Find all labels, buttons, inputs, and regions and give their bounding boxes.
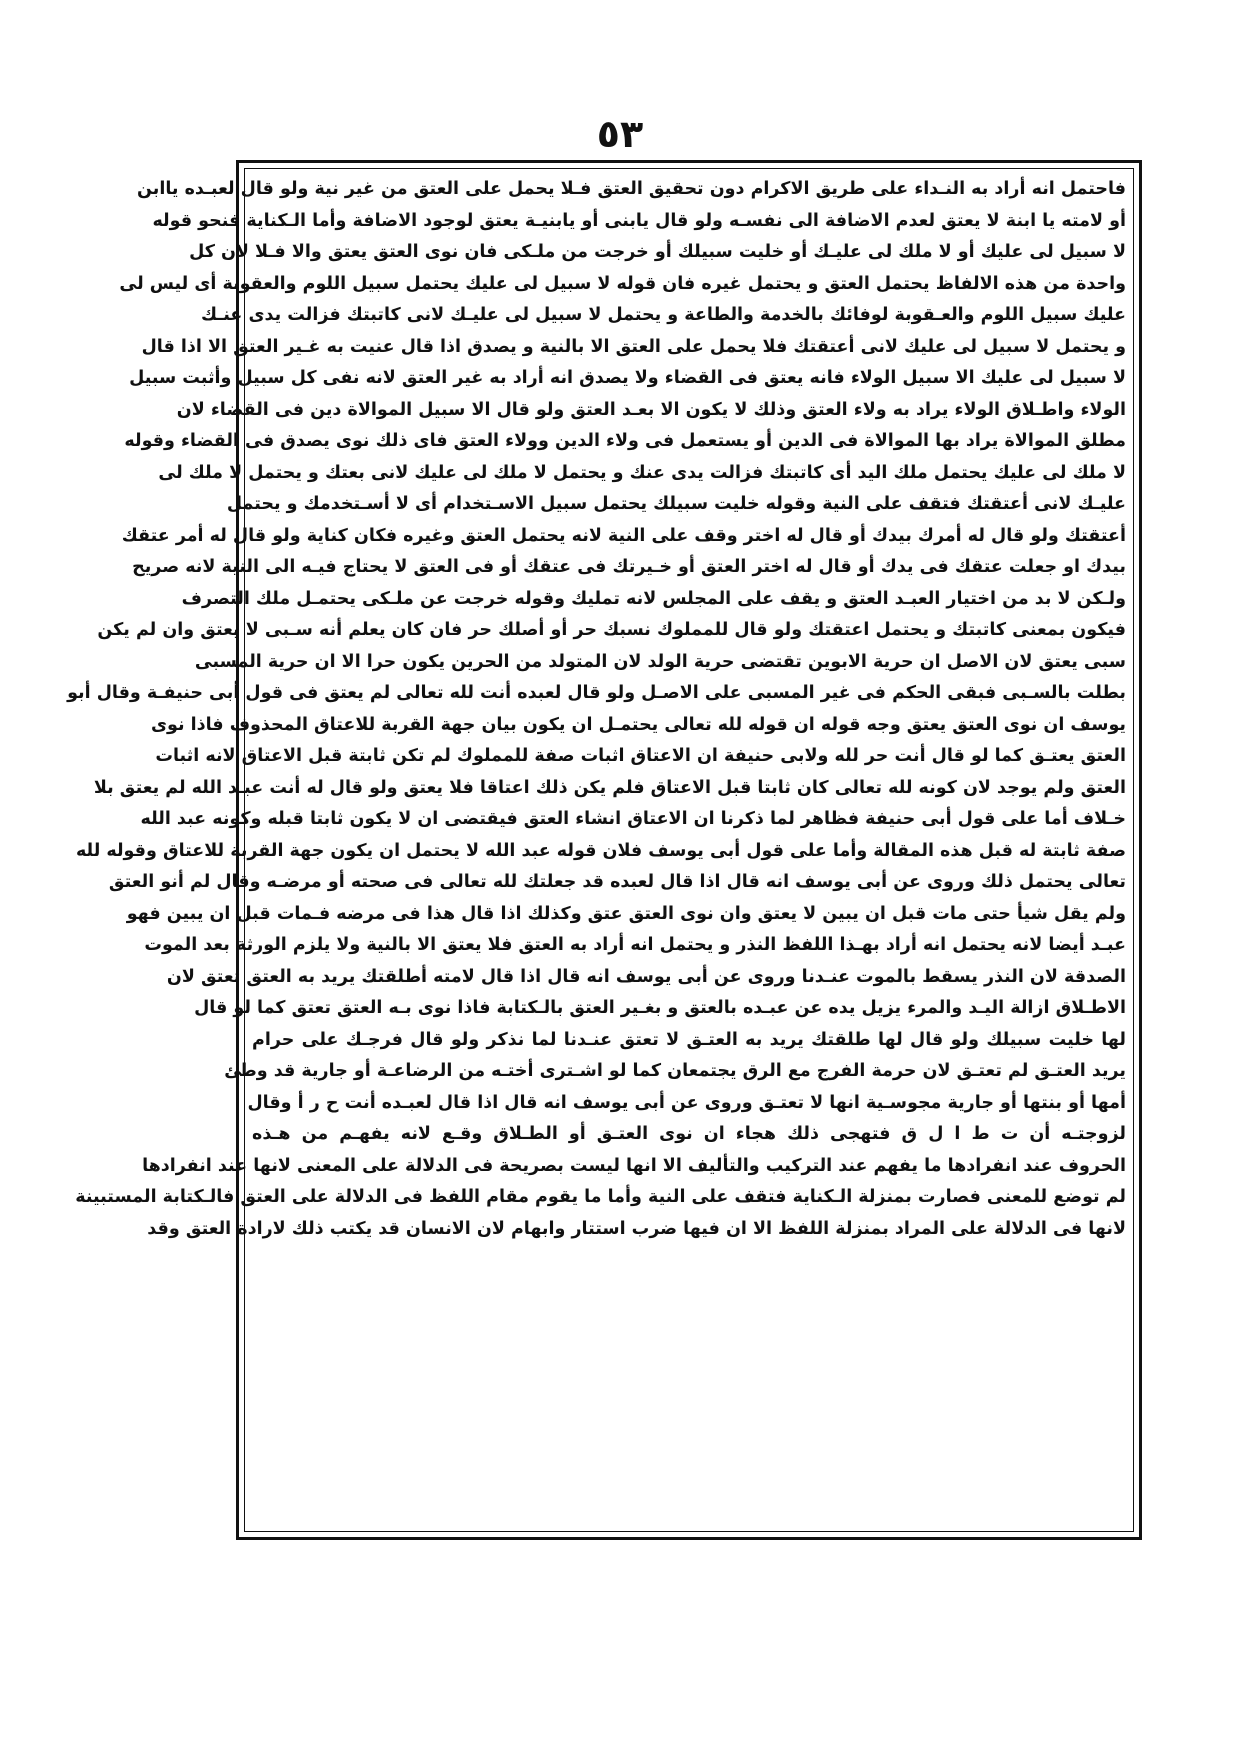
text-line: العتق ولم يوجد لان كونه لله تعالى كان ثابتا قبل الاعتاق فلم يكن ذلك اعتاقا فلا يعتق ولو قال له أنت عبـد الله لم يعتق بلا (93, 777, 1126, 798)
text-line: لم توضع للمعنى فصارت بمنزلة الـكناية فتقف على النية وأما ما يقوم مقام اللفظ فى الدلالة على العتق فالـكتابة المستبينة (75, 1187, 1126, 1207)
text-line: يريد العتـق لم تعتـق لان حرمة الفرج مع الرق يجتمعان كما لو اشـترى أختـه من الرضاعـة أو جارية قد وطئ (224, 1061, 1126, 1081)
text-line: الحروف عند انفرادها ما يفهم عند التركيب والتأليف الا انها ليست بصريحة فى الدلالة على المعنى لانها عند انفرادها (142, 1155, 1126, 1176)
text-line: عليك سبيل اللوم والعـقوبة لوفائك بالخدمة والطاعة و يحتمل لا سبيل لى عليـك لانى كاتبتك فزالت يدى عنـك (201, 305, 1126, 325)
text-line: صفة ثابتة له قبل هذه المقالة وأما على قول أبى يوسف فلان قوله عبد الله لا يحتمل ان يكون جهة القربة للاعتاق وقوله لله (75, 840, 1126, 861)
text-line: يوسف ان نوى العتق يعتق وجه قوله ان قوله لله تعالى يحتمـل ان يكون بيان جهة القربة للاعتاق المحذوف فاذا نوى (150, 714, 1126, 735)
text-line: الصدقة لان النذر يسقط بالموت عنـدنا وروى عن أبى يوسف انه قال اذا قال لامته أطلقتك يريد به العتق تعتق لان (166, 966, 1126, 987)
text-line: أو لامته يا ابنة لا يعتق لعدم الاضافة الى نفسـه ولو قال يابنى أو يابنيـة يعتق لوجود الاضافة وأما الـكناية فنحو قوله (152, 210, 1126, 231)
text-line: مطلق الموالاة يراد بها الموالاة فى الدين أو يستعمل فى ولاء الدين وولاء العتق فاى ذلك نوى يصدق فى القضاء وقوله (124, 431, 1126, 451)
text-line: و يحتمل لا سبيل لى عليك لانى أعتقتك فلا يحمل على العتق الا بالنية و يصدق اذا قال عنيت به غـير العتق الا اذا قال (141, 336, 1126, 357)
text-line: لا سبيل لى عليك أو لا ملك لى عليـك أو خليت سبيلك أو خرجت من ملـكى فان نوى العتق يعتق والا فـلا لان كل (189, 242, 1126, 262)
text-line: أمها أو بنتها أو جارية مجوسـية انها لا تعتـق وروى عن أبى يوسف انه قال اذا قال لعبـده أنت ح ر أ وقال (247, 1092, 1126, 1113)
text-line: عليـك لانى أعتقتك فتقف على النية وقوله خليت سبيلك يحتمل سبيل الاسـتخدام أى لا أسـتخدمك و يحتمل (226, 494, 1126, 514)
text-line: واحدة من هذه الالفاظ يحتمل العتق و يحتمل غيره فان قوله لا سبيل لى عليك يحتمل سبيل اللوم والعقوبة أى ليس لى (119, 273, 1126, 294)
text-line: لزوجتـه أن ت ط ا ل ق فتهجى ذلك هجاء ان نوى العتـق أو الطـلاق وقـع لانه يفهـم من هـذه (252, 1124, 1126, 1144)
text-body (67, 174, 1126, 1528)
text-line: فيكون بمعنى كاتبتك و يحتمل اعتقتك ولو قال للمملوك نسبك حر أو أصلك حر فان كان يعلم أنه سـبى لا يعتق وان لم يكن (97, 620, 1126, 640)
text-line: الاطـلاق ازالة اليـد والمرء يزيل يده عن عبـده بالعتق و بغـير العتق بالـكتابة فاذا نوى بـه العتق تعتق كما لو قال (194, 998, 1126, 1018)
text-line: ولـكن لا بد من اختيار العبـد العتق و يقف على المجلس لانه تمليك وقوله خرجت عن ملـكى يحتمـل ملك التصرف (181, 588, 1126, 609)
page-number: ٥٣ (596, 112, 644, 156)
text-line: العتق يعتـق كما لو قال أنت حر لله ولابى حنيفة ان الاعتاق اثبات صفة للمملوك لم تكن ثابتة قبل الاعتاق لانه اثبات (155, 746, 1126, 766)
text-line: سبى يعتق لان الاصل ان حرية الابوين تقتضى حرية الولد لان المتولد من الحرين يكون حرا الا ان حرية المسبى (194, 651, 1126, 672)
text-line: لانها فى الدلالة على المراد بمنزلة اللفظ الا ان فيها ضرب استتار وابهام لان الانسان قد يكتب ذلك لارادة العتق وقد (147, 1218, 1126, 1239)
text-line: لا سبيل لى عليك الا سبيل الولاء فانه يعتق فى القضاء ولا يصدق انه أراد به غير العتق لانه نفى كل سبيل وأثبت سبيل (129, 368, 1126, 388)
text-line: تعالى يحتمل ذلك وروى عن أبى يوسف انه قال اذا قال لعبده قد جعلتك لله تعالى فى صحته أو مرضـه وقال لم أنو العتق (108, 872, 1126, 892)
text-line: فاحتمل انه أراد به النـداء على طريق الاكرام دون تحقيق العتق فـلا يحمل على العتق من غير نية ولو قال لعبـده ياابن (137, 179, 1126, 199)
text-line: ولم يقل شيأ حتى مات قبل ان يبين لا يعتق وان نوى العتق عتق وكذلك اذا قال هذا فى مرضه فـمات قبل ان يبين فهو (126, 903, 1126, 924)
text-line: لها خليت سبيلك ولو قال لها طلقتك يريد به العتـق لا تعتق عنـدنا لما نذكر ولو قال فرجـك على حرام (252, 1029, 1126, 1050)
text-line: لا ملك لى عليك يحتمل ملك اليد أى كاتبتك فزالت يدى عنك و يحتمل لا ملك لى عليك لانى بعتك و يحتمل لا ملك لى (158, 462, 1126, 483)
text-line: خـلاف أما على قول أبى حنيفة فظاهر لما ذكرنا ان الاعتاق انشاء العتق فيقتضى ان لا يكون ثابتا قبله وكونه عبد الله (140, 809, 1126, 829)
text-line: بطلت بالسـبى فبقى الحكم فى غير المسبى على الاصـل ولو قال لعبده أنت لله تعالى لم يعتق فى قول أبى حنيفـة وقال أبو (67, 683, 1126, 703)
text-line: الولاء واطـلاق الولاء يراد به ولاء العتق وذلك لا يكون الا بعـد العتق ولو قال الا سبيل الموالاة دين فى القضاء لان (176, 399, 1126, 420)
text-line: عبـد أيضا لانه يحتمل انه أراد بهـذا اللفظ النذر و يحتمل انه أراد به العتق فلا يعتق الا بالنية ولا يلزم الورثة بعد الموت (144, 935, 1126, 955)
text-line: بيدك او جعلت عتقك فى يدك أو قال له اختر العتق أو خـيرتك فى عتقك أو فى العتق لا يحتاج فيـه الى النية لانه صريح (132, 557, 1126, 577)
text-line: أعتقتك ولو قال له أمرك بيدك أو قال له اختر وقف على النية لانه يحتمل العتق وغيره فكان كناية ولو قال له أمر عتقك (121, 525, 1126, 546)
